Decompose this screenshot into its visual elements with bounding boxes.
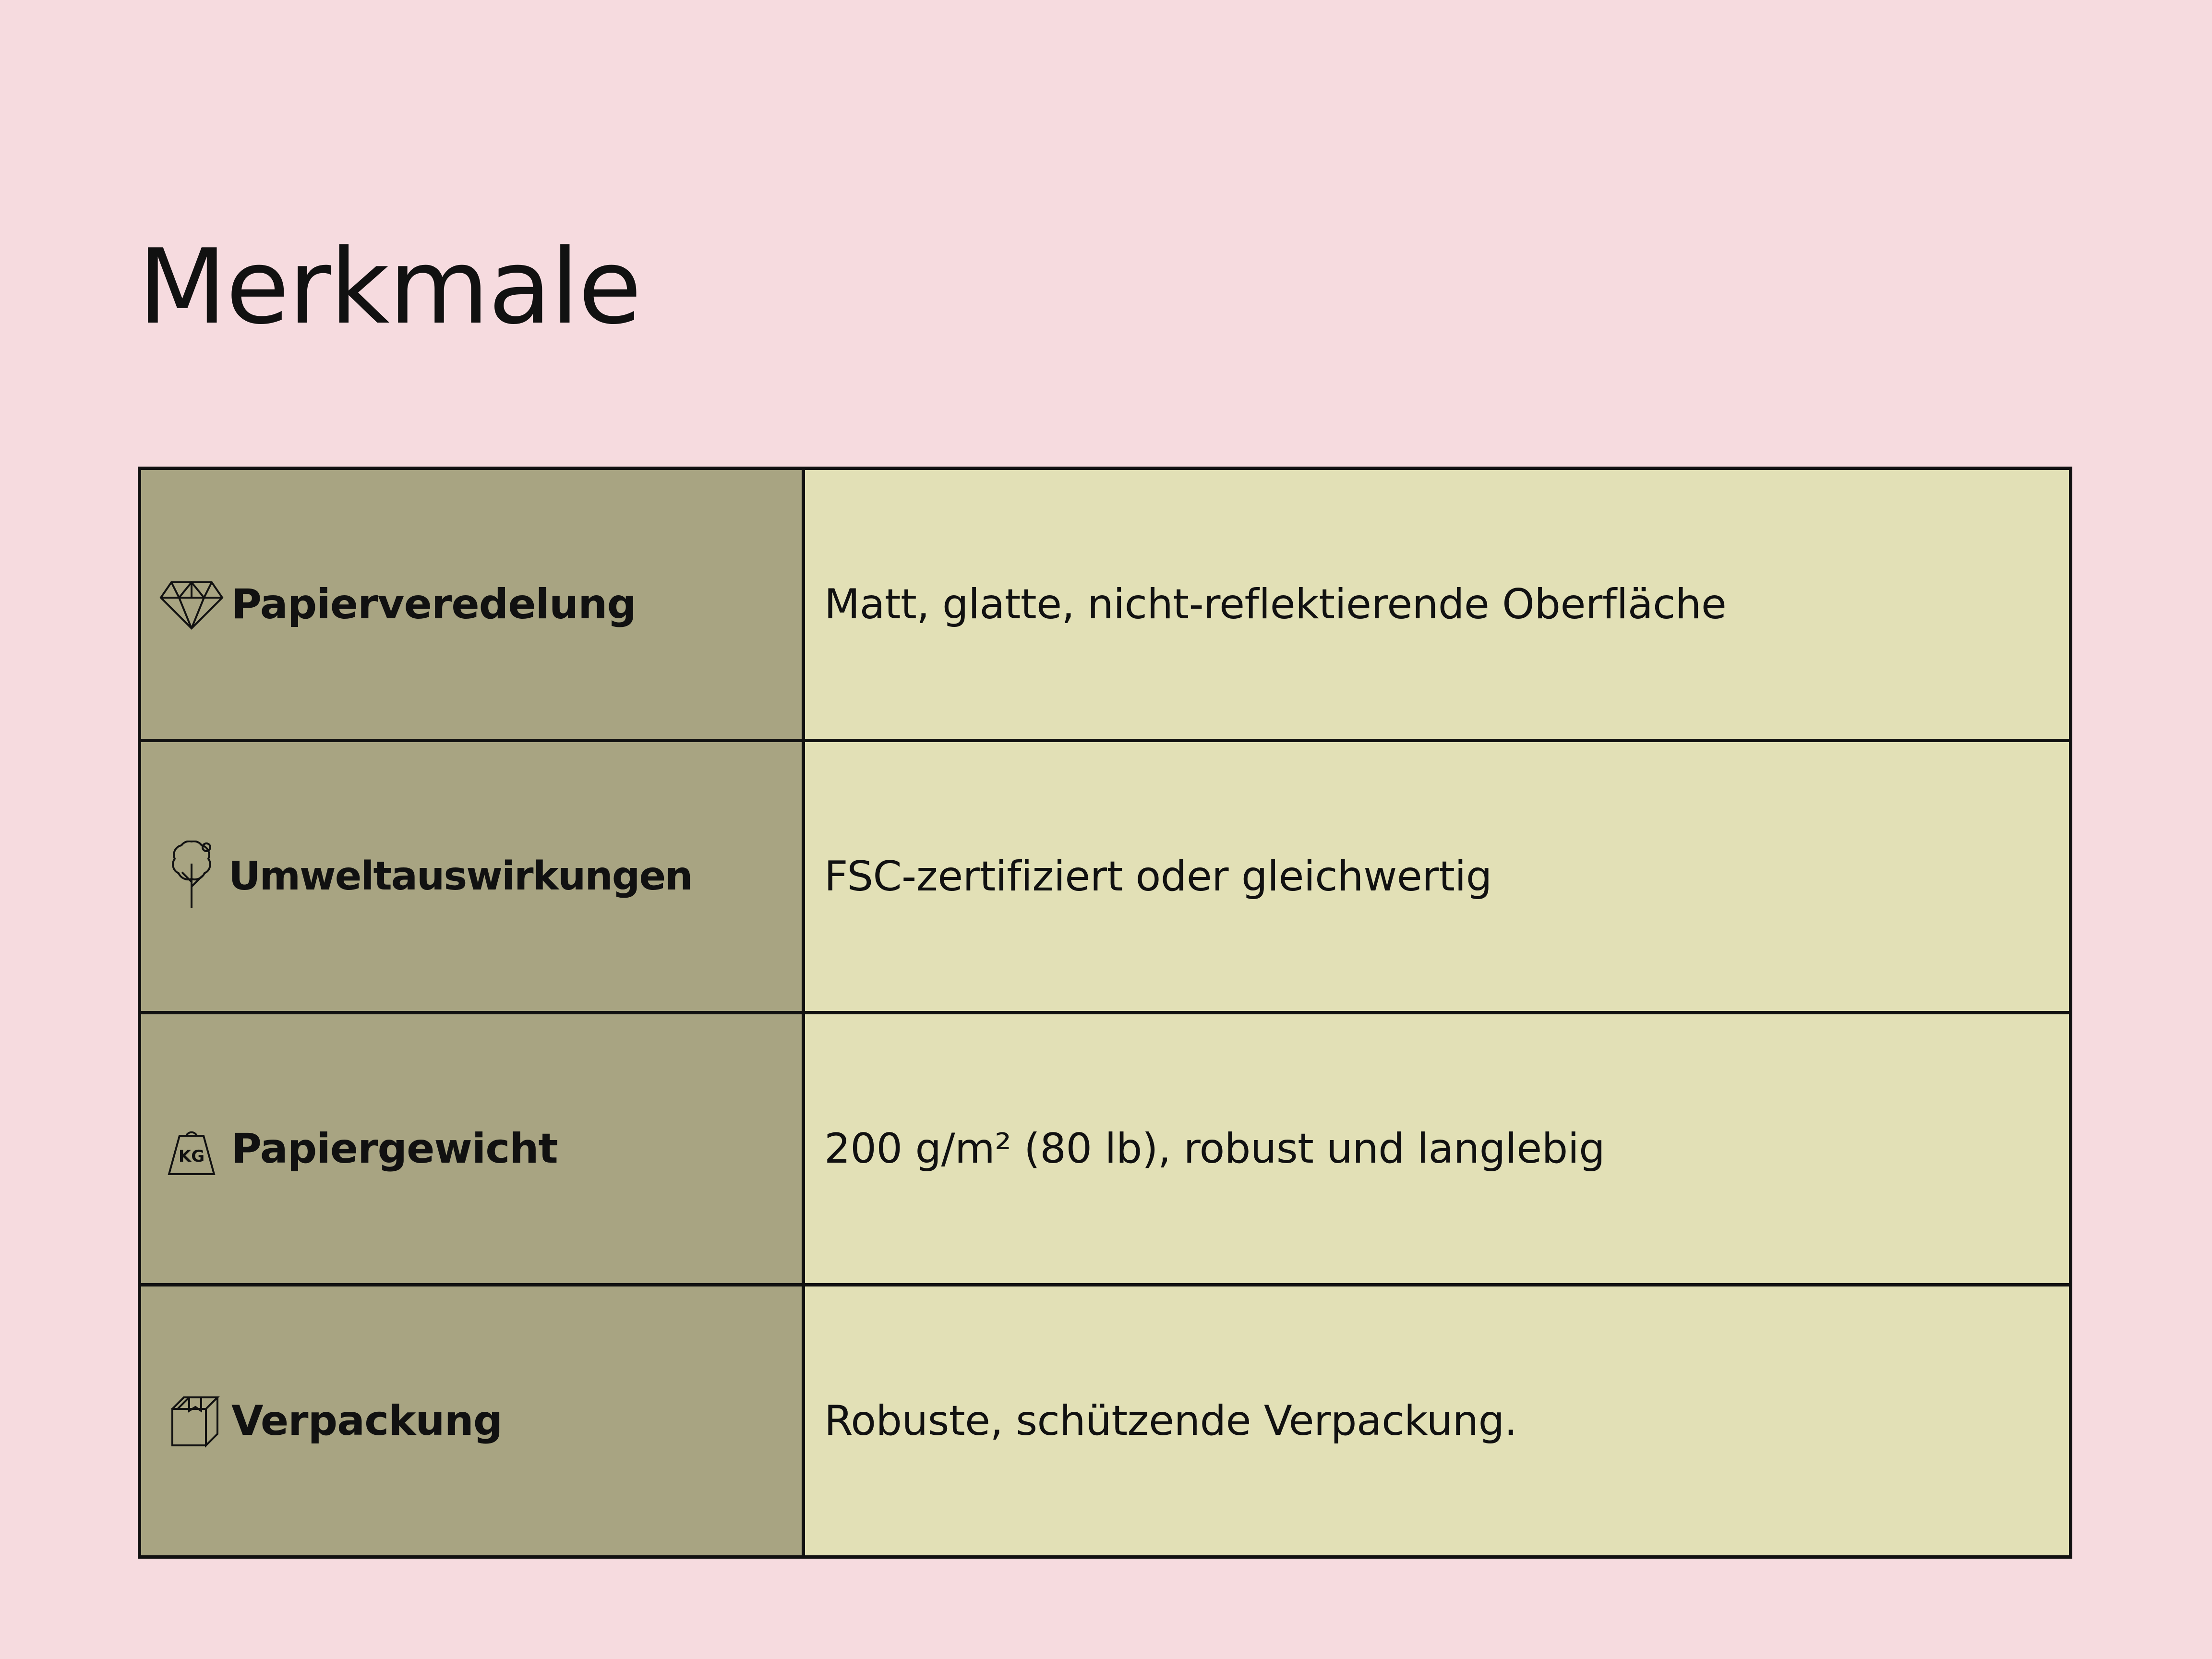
table-row [141,1014,2069,1286]
table-row-value-cell [805,1014,2069,1283]
table-row-label: Umweltauswirkungen [228,853,692,899]
table-row-label-cell [141,742,805,1011]
svg-text:KG: KG [178,1147,205,1166]
table-row-value: FSC-zertifiziert oder gleichwertig [824,852,1492,901]
tree-icon [156,841,228,913]
features-table [138,467,2072,1559]
table-row-value-cell [805,470,2069,739]
diamond-icon [156,568,228,640]
table-row-label-cell [141,470,805,739]
page-title: Merkmale [138,227,641,347]
table-row [141,1286,2069,1555]
table-row-value-cell [805,742,2069,1011]
table-row-value: Matt, glatte, nicht-reflektierende Oberfläche [824,580,1727,628]
table-row-value: 200 g/m² (80 lb), robust und langlebig [824,1124,1605,1173]
table-row [141,470,2069,742]
weight-kg-icon [156,1113,228,1185]
table-row-value: Robuste, schützende Verpackung. [824,1396,1517,1445]
table-row-label: Papiergewicht [231,1124,558,1173]
table-row-label: Verpackung [231,1396,503,1445]
table-row-label-cell [141,1286,805,1555]
table-row-label: Papierveredelung [231,580,637,628]
table-row-label-cell [141,1014,805,1283]
table-row-value-cell [805,1286,2069,1555]
box-icon [156,1385,228,1457]
table-row [141,742,2069,1014]
